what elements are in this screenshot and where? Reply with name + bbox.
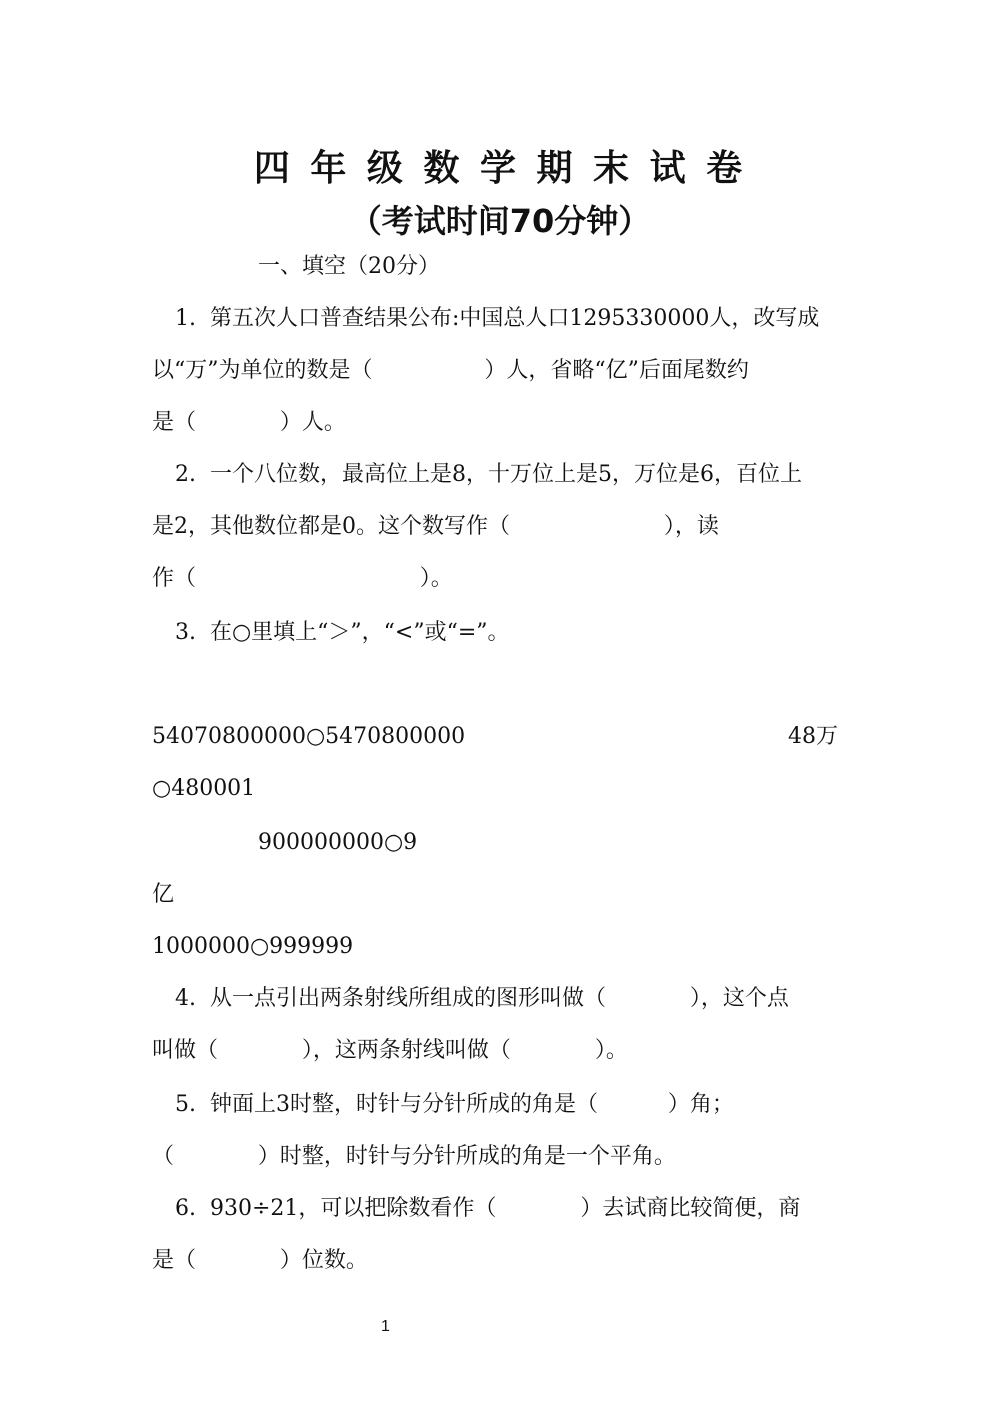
comparison-3-right: 亿 (152, 882, 175, 907)
question-2-line-1: 2. 一个八位数，最高位上是8，十万位上是5，万位是6，百位上 (175, 462, 802, 487)
page-number: 1 (381, 1318, 390, 1335)
section-heading-fill-in: 一、填空（20分） (258, 254, 440, 279)
question-2-line-3: 作（ ）。 (152, 566, 453, 591)
question-4-line-1: 4. 从一点引出两条射线所组成的图形叫做（ ），这个点 (175, 986, 789, 1011)
comparison-3-left: 900000000○9 (258, 830, 418, 855)
question-6-line-2: 是（ ）位数。 (152, 1248, 368, 1273)
comparison-4: 1000000○999999 (152, 934, 354, 959)
comparison-2-left: 48万 (788, 724, 838, 749)
question-6-line-1: 6. 930÷21，可以把除数看作（ ）去试商比较简便，商 (175, 1196, 801, 1221)
exam-title: 四 年 级 数 学 期 末 试 卷 (253, 148, 747, 189)
comparison-2-right: ○480001 (152, 776, 256, 801)
exam-subtitle: （考试时间70分钟） (349, 202, 651, 240)
question-5-line-1: 5. 钟面上3时整，时针与分针所成的角是（ ）角； (175, 1092, 734, 1117)
question-1-line-3: 是（ ）人。 (152, 410, 346, 435)
question-1-line-1: 1. 第五次人口普查结果公布:中国总人口1295330000人，改写成 (175, 306, 820, 331)
question-1-line-2: 以“万”为单位的数是（ ）人，省略“亿”后面尾数约 (152, 358, 749, 383)
question-5-line-2: （ ）时整，时针与分针所成的角是一个平角。 (152, 1144, 676, 1169)
question-3-line-1: 3. 在○里填上“＞”，“<”或“=”。 (175, 620, 510, 645)
question-2-line-2: 是2，其他数位都是0。这个数写作（ ），读 (152, 514, 719, 539)
question-4-line-2: 叫做（ ），这两条射线叫做（ ）。 (152, 1038, 628, 1063)
comparison-1: 54070800000○5470800000 (152, 724, 466, 749)
